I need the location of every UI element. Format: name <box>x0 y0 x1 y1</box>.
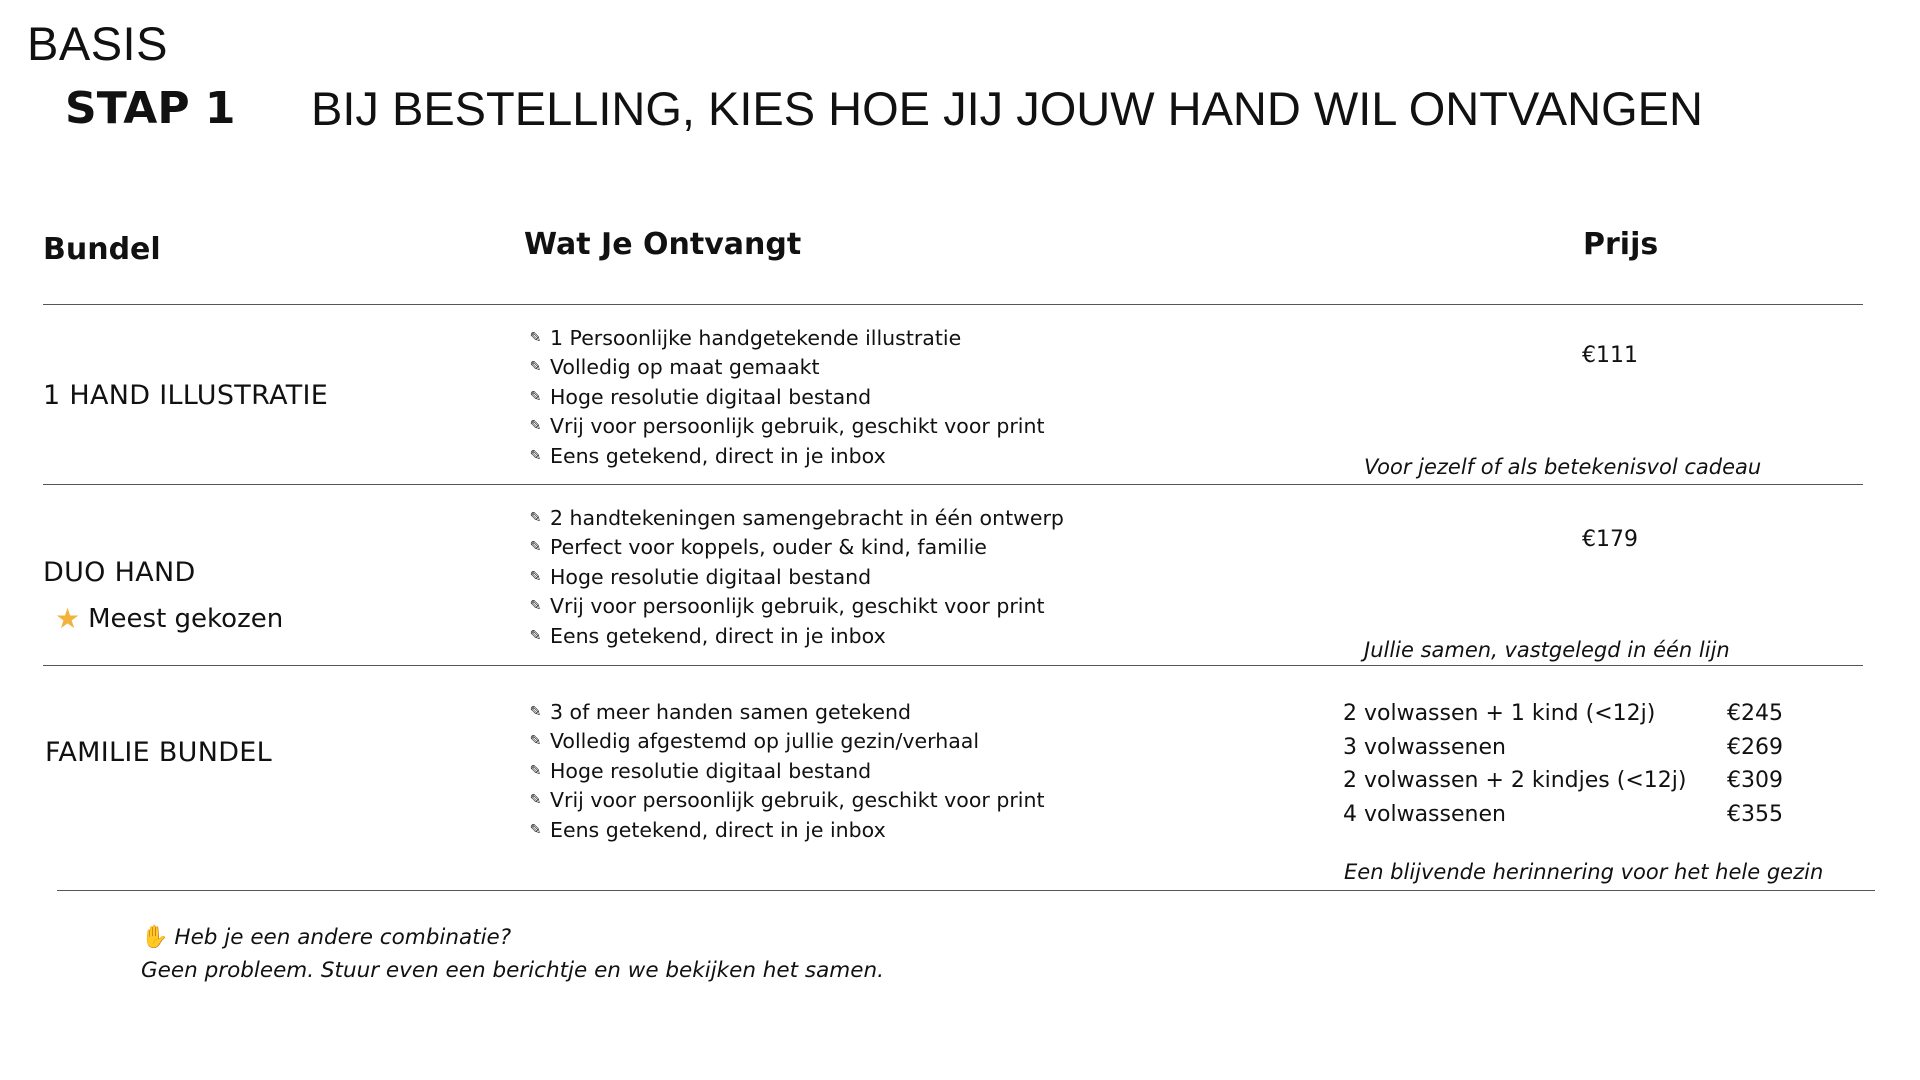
feature-list <box>527 698 1044 845</box>
star-icon: ★ <box>55 602 81 635</box>
list-item: ✎ 2 handtekeningen samengebracht in één ontwerp <box>527 504 1064 533</box>
pen-icon: ✎ <box>529 733 542 750</box>
list-item: ✎ Eens getekend, direct in je inbox <box>527 622 1064 651</box>
pen-icon: ✎ <box>529 447 542 464</box>
list-item: ✎ Vrij voor persoonlijk gebruik, geschikt voor print <box>527 412 1044 441</box>
bundle-price: €179 <box>1582 527 1638 552</box>
list-item: ✎ 1 Persoonlijke handgetekende illustratie <box>527 324 1044 353</box>
pen-icon: ✎ <box>529 704 542 720</box>
pen-icon: ✎ <box>529 627 542 644</box>
row-divider <box>43 665 1863 666</box>
pen-icon: ✎ <box>529 510 542 526</box>
price-option: 2 volwassen + 1 kind (<12j) €245 <box>1343 701 1783 726</box>
pen-icon: ✎ <box>529 418 542 435</box>
list-item: ✎ Hoge resolutie digitaal bestand <box>527 383 1044 412</box>
list-item: ✎ Hoge resolutie digitaal bestand <box>527 757 1044 786</box>
bundle-price: €111 <box>1582 343 1638 368</box>
family-price-options <box>1343 697 1783 831</box>
list-item: ✎ Eens getekend, direct in je inbox <box>527 816 1044 845</box>
pen-icon: ✎ <box>529 539 542 556</box>
most-chosen-badge: ★ Meest gekozen <box>55 602 284 635</box>
pen-icon: ✎ <box>529 598 542 615</box>
bundle-name: DUO HAND <box>43 557 196 588</box>
note-line-1: Heb je een andere combinatie? <box>174 925 512 950</box>
bundle-name: 1 HAND ILLUSTRATIE <box>43 380 329 411</box>
step-title: BIJ BESTELLING, KIES HOE JIJ JOUW HAND WIL ONTVANGEN <box>311 82 1703 135</box>
bundle-tagline: Jullie samen, vastgelegd in één lijn <box>1364 638 1730 662</box>
feature-list <box>527 504 1064 651</box>
column-header-price: Prijs <box>1583 227 1659 262</box>
bundle-name: FAMILIE BUNDEL <box>45 737 273 768</box>
section-label: BASIS <box>27 17 168 70</box>
bundle-tagline: Een blijvende herinnering voor het hele gezin <box>1344 860 1824 884</box>
list-item: ✎ Vrij voor persoonlijk gebruik, geschikt voor print <box>527 786 1044 815</box>
pen-icon: ✎ <box>529 762 542 779</box>
list-item: ✎ Eens getekend, direct in je inbox <box>527 442 1044 471</box>
table-bottom-divider <box>57 890 1875 891</box>
row-divider <box>43 484 1863 485</box>
list-item: ✎ Vrij voor persoonlijk gebruik, geschikt voor print <box>527 592 1064 621</box>
column-header-bundle: Bundel <box>43 232 161 267</box>
pen-icon: ✎ <box>529 568 542 585</box>
list-item: ✎ Volledig afgestemd op jullie gezin/verhaal <box>527 727 1044 756</box>
list-item: ✎ Volledig op maat gemaakt <box>527 353 1044 382</box>
price-option: 2 volwassen + 2 kindjes (<12j) €309 <box>1343 768 1783 793</box>
pen-icon: ✎ <box>529 330 542 346</box>
price-option: 3 volwassenen €269 <box>1343 734 1783 760</box>
pen-icon: ✎ <box>529 388 542 405</box>
bundle-tagline: Voor jezelf of als betekenisvol cadeau <box>1364 455 1762 479</box>
pen-icon: ✎ <box>529 821 542 838</box>
column-header-contents: Wat Je Ontvangt <box>524 227 802 262</box>
step-label: STAP 1 <box>65 83 236 134</box>
list-item: ✎ Perfect voor koppels, ouder & kind, familie <box>527 533 1064 562</box>
price-option: 4 volwassenen €355 <box>1343 801 1783 827</box>
list-item: ✎ 3 of meer handen samen getekend <box>527 698 1044 727</box>
list-item: ✎ Hoge resolutie digitaal bestand <box>527 563 1064 592</box>
pen-icon: ✎ <box>529 792 542 809</box>
feature-list <box>527 324 1044 471</box>
table-header-divider <box>43 304 1863 305</box>
waving-hand-icon: ✋ <box>141 925 169 950</box>
pen-icon: ✎ <box>529 359 542 376</box>
custom-combination-note <box>141 921 884 987</box>
note-line-2: Geen probleem. Stuur even een berichtje en we bekijken het samen. <box>141 958 884 983</box>
